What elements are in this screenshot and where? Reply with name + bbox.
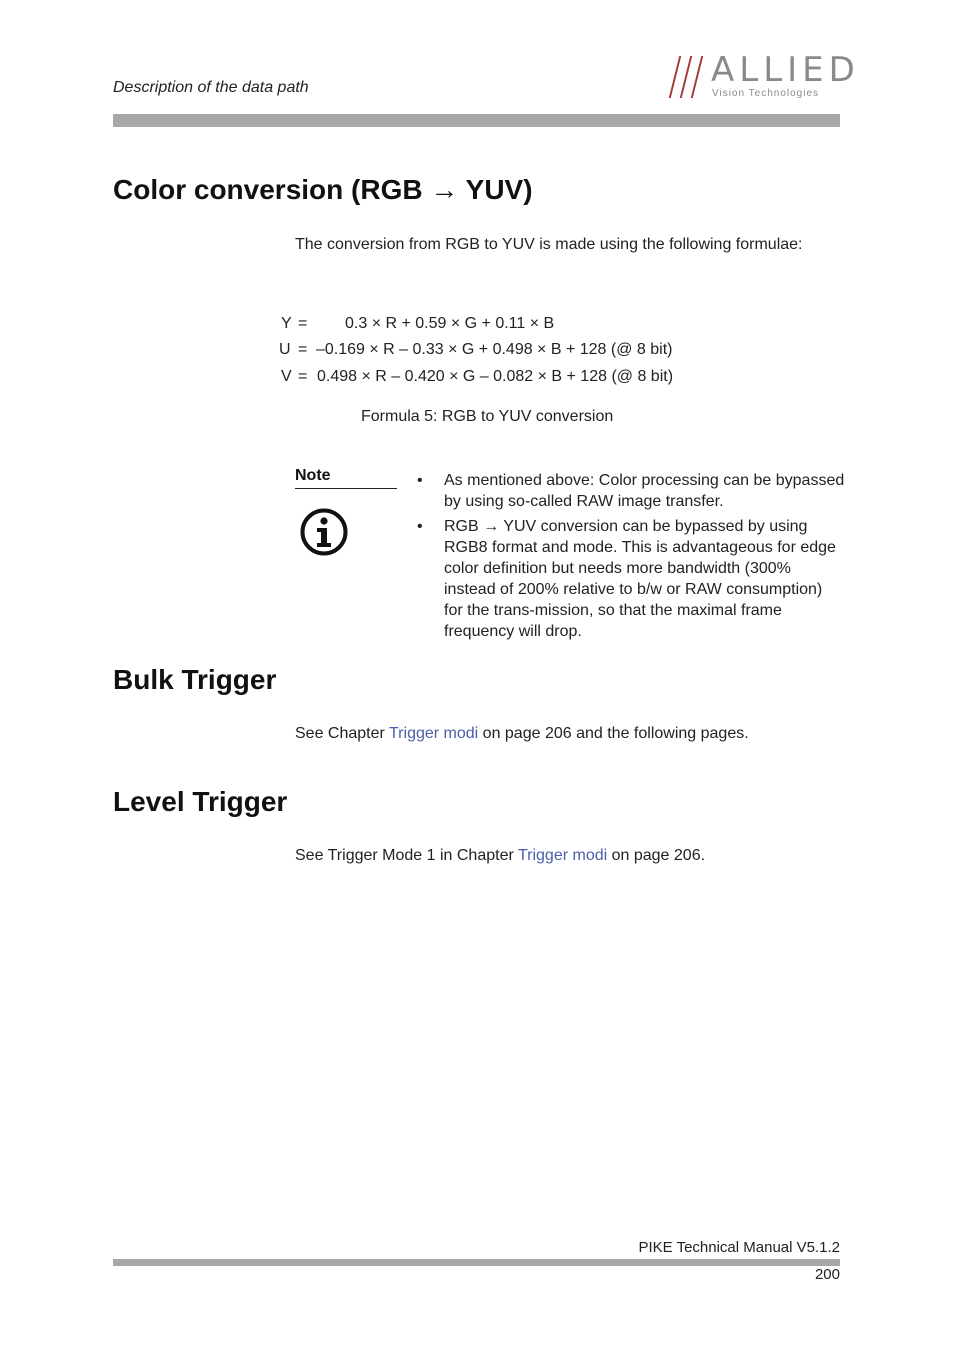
heading-bulk-trigger: Bulk Trigger — [113, 664, 277, 695]
logo-slash-icon — [669, 56, 681, 98]
info-icon — [299, 507, 349, 557]
color-conversion-intro: The conversion from RGB to YUV is made using the following formulae: — [295, 236, 803, 253]
footer-manual-title: PIKE Technical Manual V5.1.2 — [638, 1239, 840, 1256]
formula-caption: Formula 5: RGB to YUV conversion — [361, 408, 614, 425]
level-trigger-text: See Trigger Mode 1 in Chapter Trigger modi on page 206. — [295, 847, 706, 864]
logo-slash-icon — [691, 56, 703, 98]
note-label: Note — [295, 467, 397, 489]
heading-color-conversion: Color conversion (RGB → YUV) — [113, 174, 533, 205]
running-header: Description of the data path — [113, 79, 309, 96]
list-item: • RGB → YUV conversion can be bypassed by using RGB8 format and mode. This is advantageous for edge color definition but needs more bandwidth (300% instead of 200% relative to b/w or RAW consumption) for the trans-mission, so that the maximal frame frequency will drop. — [417, 518, 836, 640]
allied-logo — [668, 50, 860, 102]
note-bullet-list — [415, 470, 845, 646]
list-item: • As mentioned above: Color processing can be bypassed by using so-called RAW image transfer. — [417, 472, 845, 510]
logo-subtitle: Vision Technologies — [712, 88, 820, 99]
logo-slash-icon — [680, 56, 692, 98]
logo-wordmark: ALLIED — [711, 50, 860, 90]
bulk-trigger-text: See Chapter Trigger modi on page 206 and the following pages. — [295, 725, 749, 742]
page-number: 200 — [814, 1266, 840, 1283]
bullet-icon: • — [417, 472, 423, 489]
link-trigger-modi[interactable]: Trigger modi — [389, 725, 479, 742]
footer-rule — [113, 1259, 840, 1266]
heading-level-trigger: Level Trigger — [113, 786, 288, 817]
bullet-icon: • — [417, 518, 423, 535]
header-rule — [113, 114, 840, 127]
link-trigger-modi[interactable]: Trigger modi — [517, 847, 608, 864]
